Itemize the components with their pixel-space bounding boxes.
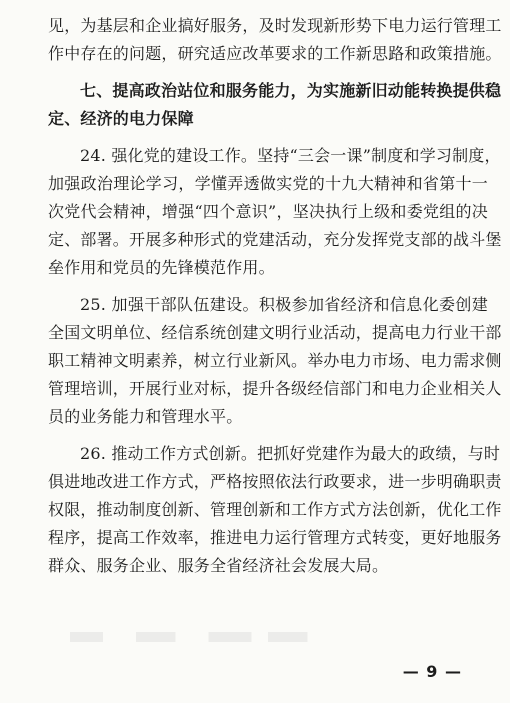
paragraph-24-line: 垒作用和党员的先锋模范作用。 (48, 258, 275, 277)
paragraph-25-line: 管理培训，开展行业对标，提升各级经信部门和电力企业相关人 (48, 379, 502, 398)
paragraph-26-line: 程序，提高工作效率，推进电力运行管理方式转变，更好地服务 (48, 528, 502, 547)
paragraph-25-line: 职工精神文明素养，树立行业新风。举办电力市场、电力需求侧 (48, 351, 502, 370)
paragraph-25-line: 25. 加强干部队伍建设。积极参加省经济和信息化委创建 (80, 295, 488, 314)
paragraph-gap (48, 133, 488, 142)
page-number: — 9 — (402, 662, 462, 681)
paragraph-gap (48, 68, 488, 77)
paragraph-gap (48, 282, 488, 291)
paragraph-26-line: 俱进地改进工作方式，严格按照依法行政要求，进一步明确职责 (48, 472, 502, 491)
paragraph-24-line: 24. 强化党的建设工作。坚持“三会一课”制度和学习制度， (80, 146, 501, 165)
paragraph-24-line: 次党代会精神，增强“四个意识”，坚决执行上级和委党组的决 (48, 202, 488, 221)
paragraph-26-line: 权限，推动制度创新、管理创新和工作方式方法创新，优化工作 (48, 500, 502, 519)
document-body (48, 12, 502, 580)
paragraph-26-line: 群众、服务企业、服务全省经济社会发展大局。 (48, 556, 389, 575)
paragraph-25-line: 全国文明单位、经信系统创建文明行业活动，提高电力行业干部 (48, 323, 502, 342)
body-line: 作中存在的问题，研究适应改革要求的工作新思路和政策措施。 (48, 44, 502, 63)
paragraph-24-line: 定、部署。开展多种形式的党建活动，充分发挥党支部的战斗堡 (48, 230, 502, 249)
paragraph-25-line: 员的业务能力和管理水平。 (48, 407, 243, 426)
scan-show-through (70, 632, 400, 642)
paragraph-24-line: 加强政治理论学习，学懂弄透做实党的十九大精神和省第十一 (48, 174, 488, 193)
section-heading-continued: 定、经济的电力保障 (48, 109, 194, 128)
paragraph-26-line: 26. 推动工作方式创新。把抓好党建作为最大的政绩，与时 (80, 444, 501, 463)
section-heading: 七、提高政治站位和服务能力，为实施新旧动能转换提供稳 (80, 81, 502, 100)
paragraph-gap (48, 431, 488, 440)
body-line: 见，为基层和企业搞好服务，及时发现新形势下电力运行管理工 (48, 16, 502, 35)
